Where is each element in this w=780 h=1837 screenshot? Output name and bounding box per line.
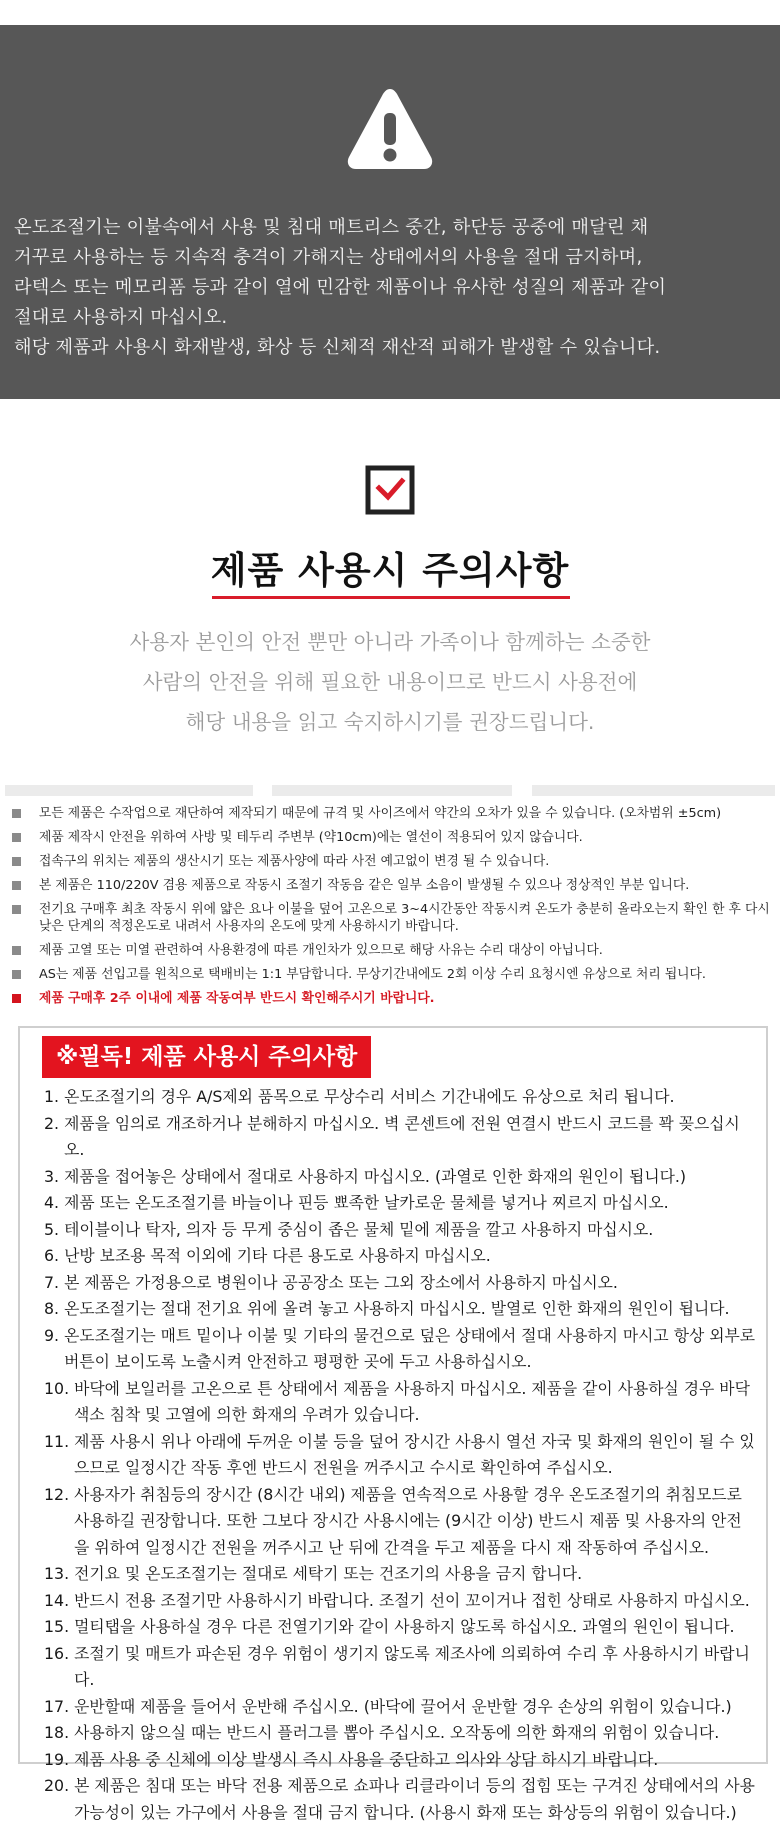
intro-line: 사람의 안전을 위해 필요한 내용이므로 반드시 사용전에 — [142, 670, 638, 694]
rule-item — [44, 1429, 756, 1482]
warning-line: 온도조절기는 이불속에서 사용 및 침대 매트리스 중간, 하단등 공중에 매달린 채 — [14, 217, 649, 238]
bullet-square-icon — [12, 833, 21, 842]
note-text: 제품 구매후 2주 이내에 제품 작동여부 반드시 확인해주시기 바랍니다. — [39, 991, 435, 1006]
rule-text: 조절기 및 매트가 파손된 경우 위험이 생기지 않도록 제조사에 의뢰하여 수리 후 사용하시기 바랍니다. — [74, 1643, 750, 1689]
rule-text: 사용자가 취침등의 장시간 (8시간 내외) 제품을 연속적으로 사용할 경우 온도조절기의 취침모드로 사용하길 권장합니다. 또한 그보다 장시간 사용시에는 (9시간 이상) 반드시 제품 및 사용자의 안전을 위하여 일정시간 전원을 꺼주시고 난 뒤에 간격을 두고 제품을 다시 재 작동하여 주십시오. — [74, 1484, 742, 1557]
rule-item — [44, 1588, 756, 1615]
bullet-square-icon — [12, 809, 21, 818]
must-read-title: ※필독! 제품 사용시 주의사항 — [42, 1036, 371, 1078]
rule-item — [44, 1376, 756, 1429]
rule-number: 6. — [44, 1246, 65, 1265]
rule-text: 온도조절기는 매트 밑이나 이불 및 기타의 물건으로 덮은 상태에서 절대 사용하지 마시고 항상 외부로 버튼이 보이도록 노출시켜 안전하고 평평한 곳에 두고 사용하십시오. — [64, 1325, 756, 1371]
page-title: 제품 사용시 주의사항 — [210, 549, 570, 592]
rule-item — [44, 1694, 756, 1721]
must-read-box — [18, 1026, 768, 1822]
notes-list — [12, 805, 772, 1014]
rule-text: 제품 사용 중 신체에 이상 발생시 즉시 사용을 중단하고 의사와 상담 하시기 바랍니다. — [74, 1749, 659, 1769]
warning-banner — [0, 25, 780, 399]
rule-number: 18. — [44, 1723, 75, 1742]
rule-text: 바닥에 보일러를 고온으로 튼 상태에서 제품을 사용하지 마십시오. 제품을 같이 사용하실 경우 바닥 색소 침착 및 고열에 의한 화재의 우려가 있습니다. — [74, 1378, 750, 1424]
rule-number: 12. — [44, 1484, 75, 1504]
note-text: 모든 제품은 수작업으로 재단하여 제작되기 때문에 규격 및 사이즈에서 약간의 오차가 있을 수 있습니다. (오차범위 ±5cm) — [39, 806, 722, 821]
warning-triangle-icon — [345, 85, 435, 175]
warning-line: 해당 제품과 사용시 화재발생, 화상 등 신체적 재산적 피해가 발생할 수 있습니다. — [14, 337, 661, 358]
rule-text: 운반할때 제품을 들어서 운반해 주십시오. (바닥에 끌어서 운반할 경우 손상의 위험이 있습니다.) — [74, 1696, 732, 1716]
rule-item — [44, 1084, 756, 1111]
rule-text: 온도조절기의 경우 A/S제외 품목으로 무상수리 서비스 기간내에도 유상으로 처리 됩니다. — [64, 1087, 675, 1106]
intro-line: 사용자 본인의 안전 뿐만 아니라 가족이나 함께하는 소중한 — [129, 630, 651, 654]
bullet-square-icon — [12, 994, 21, 1003]
rule-number: 15. — [44, 1617, 75, 1636]
rule-text: 제품을 임의로 개조하거나 분해하지 마십시오. 벽 콘센트에 전원 연결시 반드시 코드를 꽉 꽂으십시오. — [64, 1113, 740, 1159]
rule-number: 14. — [44, 1590, 75, 1610]
rule-item — [44, 1773, 756, 1826]
rule-item — [44, 1270, 756, 1297]
rule-text: 제품 또는 온도조절기를 바늘이나 핀등 뾰족한 날카로운 물체를 넣거나 찌르지 마십시오. — [64, 1193, 669, 1212]
rule-number: 19. — [44, 1749, 75, 1769]
rule-item — [44, 1164, 756, 1191]
title-underline — [212, 596, 570, 599]
list-item — [12, 942, 772, 959]
rule-number: 10. — [44, 1378, 75, 1398]
rule-text: 제품을 접어놓은 상태에서 절대로 사용하지 마십시오. (과열로 인한 화재의 원인이 됩니다.) — [64, 1166, 687, 1186]
list-item — [12, 901, 772, 935]
rule-text: 온도조절기는 절대 전기요 위에 올려 놓고 사용하지 마십시오. 발열로 인한 화재의 원인이 됩니다. — [64, 1299, 730, 1318]
note-text: 제품 고열 또는 미열 관련하여 사용환경에 따른 개인차가 있으므로 해당 사유는 수리 대상이 아닙니다. — [39, 943, 603, 958]
rule-text: 반드시 전용 조절기만 사용하시기 바랍니다. 조절기 선이 꼬이거나 접힌 상태로 사용하지 마십시오. — [74, 1590, 750, 1610]
intro-line: 해당 내용을 읽고 숙지하시기를 권장드립니다. — [185, 710, 595, 734]
rule-text: 테이블이나 탁자, 의자 등 무게 중심이 좁은 물체 밑에 제품을 깔고 사용하지 마십시오. — [64, 1219, 654, 1239]
rule-item — [44, 1111, 756, 1164]
list-item — [12, 966, 772, 983]
rule-item — [44, 1243, 756, 1270]
intro-text — [0, 622, 780, 742]
rule-item — [44, 1614, 756, 1641]
note-text: 전기요 구매후 최초 작동시 위에 얇은 요나 이불을 덮어 고온으로 3~4시간동안 작동시켜 온도가 충분히 올라오는지 확인 한 후 다시 낮은 단계의 적정온도로 내려서 사용자의 온도에 맞게 사용하시기 바랍니다. — [39, 902, 770, 934]
list-item — [12, 853, 772, 870]
bullet-square-icon — [12, 905, 21, 914]
rule-number: 13. — [44, 1564, 75, 1583]
rule-text: 전기요 및 온도조절기는 절대로 세탁기 또는 건조기의 사용을 금지 합니다. — [74, 1564, 583, 1583]
bullet-square-icon — [12, 970, 21, 979]
rules-list — [44, 1084, 756, 1826]
rule-item — [44, 1747, 756, 1774]
rule-number: 9. — [44, 1325, 65, 1345]
rule-number: 2. — [44, 1113, 65, 1133]
rule-text: 본 제품은 침대 또는 바닥 전용 제품으로 쇼파나 리클라이너 등의 접힘 또는 구겨진 상태에서의 사용 가능성이 있는 가구에서 사용을 절대 금지 합니다. (사용시 화재 또는 화상등의 위험이 있습니다.) — [74, 1776, 755, 1822]
rule-item — [44, 1482, 756, 1562]
rule-text: 사용하지 않으실 때는 반드시 플러그를 뽑아 주십시오. 오작동에 의한 화재의 위험이 있습니다. — [74, 1723, 720, 1742]
note-text: AS는 제품 선입고를 원칙으로 택배비는 1:1 부담합니다. 무상기간내에도 2회 이상 수리 요청시엔 유상으로 처리 됩니다. — [39, 967, 706, 982]
warning-line: 절대로 사용하지 마십시오. — [14, 307, 228, 328]
rule-text: 본 제품은 가정용으로 병원이나 공공장소 또는 그외 장소에서 사용하지 마십시오. — [64, 1272, 618, 1292]
rule-item — [44, 1190, 756, 1217]
rule-item — [44, 1720, 756, 1747]
rule-text: 제품 사용시 위나 아래에 두꺼운 이불 등을 덮어 장시간 사용시 열선 자국 및 화재의 원인이 될 수 있으므로 일정시간 작동 후엔 반드시 전원을 꺼주시고 수시로 확인하여 주십시오. — [74, 1431, 755, 1477]
rule-number: 5. — [44, 1219, 65, 1239]
divider — [272, 785, 512, 796]
rule-number: 20. — [44, 1776, 75, 1795]
rule-number: 8. — [44, 1299, 65, 1318]
bullet-square-icon — [12, 946, 21, 955]
warning-line: 거꾸로 사용하는 등 지속적 충격이 가해지는 상태에서의 사용을 절대 금지하며, — [14, 247, 643, 268]
list-item — [12, 805, 772, 822]
warning-line: 라텍스 또는 메모리폼 등과 같이 열에 민감한 제품이나 유사한 성질의 제품과 같이 — [14, 277, 667, 298]
bullet-square-icon — [12, 857, 21, 866]
list-item-highlight — [12, 990, 772, 1007]
divider — [532, 785, 775, 796]
warning-text — [14, 213, 770, 363]
rule-text: 난방 보조용 목적 이외에 기타 다른 용도로 사용하지 마십시오. — [64, 1246, 491, 1265]
note-text: 접속구의 위치는 제품의 생산시기 또는 제품사양에 따라 사전 예고없이 변경 될 수 있습니다. — [39, 854, 550, 869]
note-text: 제품 제작시 안전을 위하여 사방 및 테두리 주변부 (약10cm)에는 열선이 적용되어 있지 않습니다. — [39, 830, 583, 845]
rule-number: 4. — [44, 1193, 65, 1212]
rule-number: 11. — [44, 1431, 75, 1451]
rule-item — [44, 1561, 756, 1588]
list-item — [12, 877, 772, 894]
rule-number: 3. — [44, 1166, 65, 1186]
rule-item — [44, 1323, 756, 1376]
rule-item — [44, 1296, 756, 1323]
rule-item — [44, 1217, 756, 1244]
bullet-square-icon — [12, 881, 21, 890]
rule-number: 1. — [44, 1087, 65, 1106]
rule-number: 16. — [44, 1643, 75, 1663]
divider — [5, 785, 253, 796]
rule-number: 7. — [44, 1272, 65, 1292]
rule-item — [44, 1641, 756, 1694]
list-item — [12, 829, 772, 846]
checkbox-icon — [365, 465, 415, 515]
note-text: 본 제품은 110/220V 겸용 제품으로 작동시 조절기 작동음 같은 일부 소음이 발생될 수 있으나 정상적인 부분 입니다. — [39, 878, 690, 893]
rule-number: 17. — [44, 1696, 75, 1716]
rule-text: 멀티탭을 사용하실 경우 다른 전열기기와 같이 사용하지 않도록 하십시오. 과열의 원인이 됩니다. — [74, 1617, 735, 1636]
